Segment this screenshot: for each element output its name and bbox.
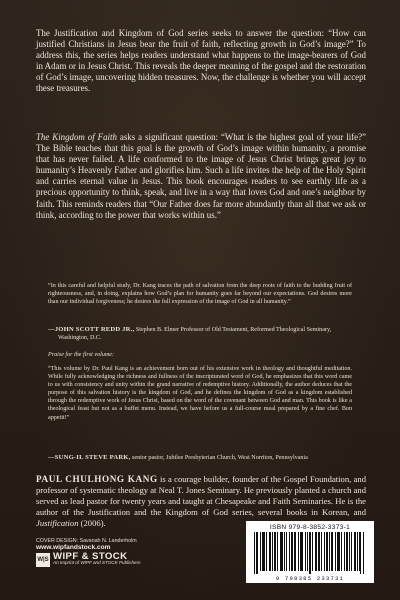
- endorsement-2-text: “This volume by Dr. Paul Kang is an achievement born out of his extensive work in theology and thoughtful meditation. While fully acknowledging the richness and fullness of the inscripturated word of God, he emphasizes that this word came to us with consistency and unity within the grand narrative of redemptive history. Additionally, the author deduces that the purpose of this salvation history is the kingdom of God, and he defines the kingdom of God as a kingdom established through the redemptive work of Jesus Christ, based on the word of the covenant between God and man. This book is like a theological feast but not as a buffet menu. Instead, we have before us a full-course meal prepared by a fine chef. Bon appetit!”: [48, 366, 352, 421]
- endorser-2-affiliation: senior pastor, Jubilee Presbyterian Church, West Norriton, Pennsylvania: [130, 455, 308, 461]
- publisher-credits: [36, 538, 186, 567]
- isbn-label: ISBN 979-8-3852-3373-1: [269, 524, 351, 531]
- cover-design-credit: COVER DESIGN: Savanah N. Landerholm: [36, 538, 137, 544]
- ws-logo-icon: W|S: [36, 553, 50, 567]
- intro-text: The Justification and Kingdom of God series seeks to answer the question: “How can justified Christians in Jesus bear the fruit of faith, reflecting growth in God’s image?” To address this, the series helps readers understand what happens to the image-bearers of God in Adam or in Jesus Christ. This reveals the deeper meaning of the gospel and the restoration of God’s image, uncovering hidden treasures. Now, the challenge is whether you will accept these treasures.: [36, 28, 366, 94]
- author-bio-text-1: is a courage builder, founder of the Gospel Foundation, and professor of systematic theology at Neal T. Jones Seminary. He previously planted a church and served as lead pastor for twenty years and taught at Chesapeake and Faith Seminaries. He is the author of the Justification and the Kingdom of God series, several books in Korean, and: [36, 474, 366, 517]
- endorser-1-affiliation: Stephen B. Elmer Professor of Old Testament, Reformed Theological Seminary,: [134, 327, 332, 333]
- endorsement-1-text: “In this careful and helpful study, Dr. Kang traces the path of salvation from the deep roots of faith to the budding fruit of righteousness, and, in doing, explains how God’s plan for humanity goes far beyond our expectations. God desires more than our individual forgiveness; he desires the full expression of the image of God in all humanity.”: [48, 283, 352, 306]
- publisher-wordmark: [53, 550, 141, 567]
- isbn-barcode: [246, 521, 374, 583]
- endorser-2-name: —SUNG-IL STEVE PARK,: [48, 454, 131, 461]
- endorser-1-name: —JOHN SCOTT REDD JR.,: [48, 326, 135, 333]
- endorsement-2-attribution: [48, 454, 352, 462]
- barcode-number: 9 798385 233731: [275, 575, 345, 582]
- publisher-name: WIPF & STOCK: [53, 550, 128, 562]
- author-book-title: Justification: [36, 518, 79, 528]
- endorsement-quote-2: [48, 365, 352, 422]
- publisher-logo: [36, 550, 186, 567]
- endorser-1-location: Washington, D.C.: [58, 335, 102, 342]
- praise-heading: Praise for the first volume:: [48, 352, 115, 358]
- endorsement-1-attribution: [48, 326, 352, 342]
- author-bio-text-2: (2006).: [78, 518, 106, 528]
- book-title: The Kingdom of Faith: [36, 132, 117, 142]
- book-description-text: asks a significant question: “What is the highest goal of your life?” The Bible teaches that this goal is the growth of God’s image within humanity, a promise that has never failed. A life conformed to the image of Jesus Christ brings great joy to humanity’s Heavenly Father and glorifies him. Such a life invites the help of the Holy Spirit and carries eternal value in Jesus. This book encourages readers to see earthly life as a precious opportunity to think, speak, and live in a way that loves God and one’s neighbor by faith. This reminds readers that “Our Father does far more abundantly than all that we ask or think, according to the power that works within us.”: [36, 132, 366, 220]
- publisher-tagline: An Imprint of WIPF and STOCK Publishers: [53, 560, 141, 566]
- intro-paragraph: [36, 28, 366, 95]
- author-name: PAUL CHULHONG KANG: [36, 474, 158, 484]
- barcode-icon: [254, 532, 366, 574]
- publisher-website: www.wipfandstock.com: [36, 543, 111, 551]
- book-description-paragraph: [36, 132, 366, 221]
- endorsement-quote-1: [48, 282, 352, 306]
